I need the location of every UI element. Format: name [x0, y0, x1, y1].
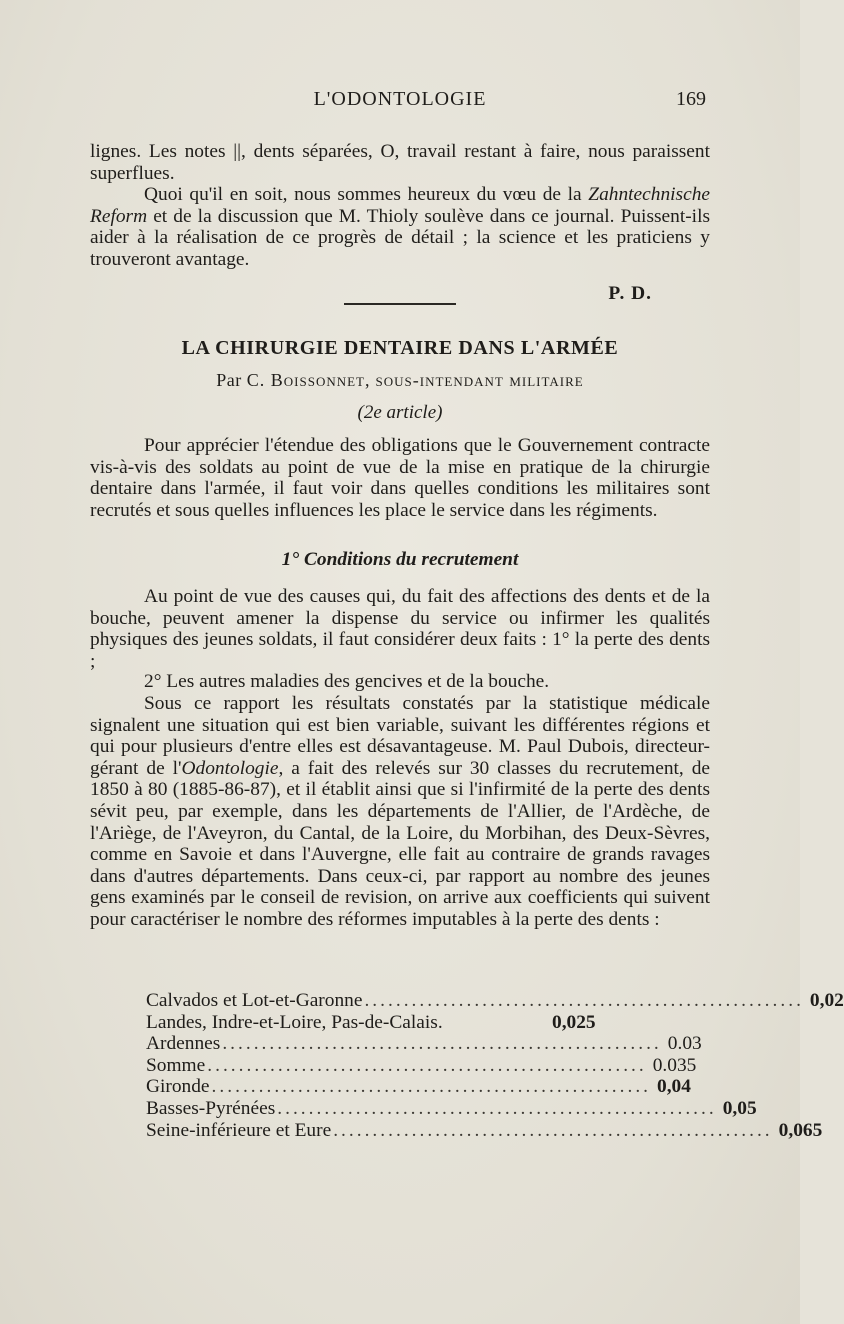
dot-leader: ........................................................	[207, 1054, 647, 1076]
byline-prefix: Par	[216, 370, 242, 390]
article-paragraph-1	[90, 435, 710, 521]
intro-text	[90, 141, 710, 271]
journal-title-odontologie: Odontologie	[181, 757, 279, 779]
author-role: sous-intendant militaire	[375, 370, 584, 390]
running-head	[90, 88, 710, 118]
journal-title-zahntechnische: Zahntechnische Reform	[90, 184, 710, 227]
dot-leader: ........................................................	[333, 1119, 773, 1141]
article-paragraph-4	[90, 693, 710, 931]
paragraph-text: 2° Les autres maladies des gencives et de la bouche.	[144, 671, 550, 692]
coefficient-value: 0.035	[652, 1054, 697, 1076]
region-label: Somme	[146, 1054, 206, 1076]
table-row	[146, 1119, 823, 1142]
region-label: Gironde	[146, 1076, 210, 1098]
paragraph-text	[90, 693, 710, 931]
article-title: LA CHIRURGIE DENTAIRE DANS L'ARMÉE	[181, 337, 619, 359]
region-label: Calvados et Lot-et-Garonne	[146, 990, 363, 1011]
page-number: 169	[676, 88, 706, 110]
coefficient-value: 0,05	[722, 1097, 757, 1119]
section-title: 1° Conditions du recrutement	[281, 549, 519, 570]
table-row	[146, 1076, 691, 1098]
paragraph-text: Au point de vue des causes qui, du fait des affections des dents et de la bouche, peuvent amener la dispense du service ou infirmer les qualités physiques des jeunes soldats, il faut considérer deux faits : 1° la perte des dents ;	[90, 586, 710, 672]
region-label: Seine-inférieure et Eure	[146, 1119, 332, 1141]
byline	[90, 370, 710, 391]
p4-part-b: , a fait des relevés sur 30 classes du recrutement, de 1850 à 80 (1885-86-87), et il établit ainsi que si l'infirmité de la perte des dents sévit peu, par exemple, dans les départements de l'Allier, de l'Ardèche, de l'Ariège, de l'Aveyron, du Cantal, de la Loire, du Morbihan, des Deux-Sèvres, comme en Savoie et dans l'Auvergne, elle fait au contraire de grands ravages dans d'autres départements. Dans ceux-ci, par rapport au nombre des jeunes gens examinés par le conseil de revision, on arrive aux coefficients qui suivent pour caractériser le nombre des réformes imputables à la perte des dents :	[90, 757, 710, 930]
coefficient-value: 0,02	[809, 990, 844, 1011]
running-title: L'ODONTOLOGIE	[313, 88, 487, 110]
table-row	[146, 1054, 697, 1077]
coefficient-value: 0,04	[657, 1076, 691, 1098]
dot-leader: ........................................................	[364, 990, 804, 1011]
dot-leader: ........................................................	[222, 1033, 662, 1055]
table-row	[146, 1012, 616, 1034]
article-paragraph-3	[90, 671, 710, 693]
region-label: Landes, Indre-et-Loire, Pas-de-Calais.	[146, 1011, 443, 1033]
paragraph-text: Pour apprécier l'étendue des obligations que le Gouvernement contracte vis-à-vis des soldats au point de vue de la mise en pratique de la chirurgie dentaire dans l'armée, il faut voir dans quelles conditions les militaires sont recrutés et sous quelles influences les place le service dans les régiments.	[90, 435, 710, 521]
dot-leader: ........................................................	[277, 1097, 717, 1119]
region-label: Ardennes	[146, 1033, 221, 1055]
section-divider	[344, 303, 456, 305]
author-name: C. Boissonnet,	[246, 370, 371, 390]
article-number: (2e article)	[357, 402, 443, 423]
intro-paragraph-2	[90, 184, 710, 270]
table-row	[146, 1097, 757, 1120]
p4-part-a: Sous ce rapport les résultats constatés par la statistique médicale signalent une situation qui est bien variable, suivant les différentes régions et qui pour plusieurs d'entre elles est désavantageuse. M. Paul Dubois, directeur-gérant de l'	[90, 693, 710, 779]
coefficient-table	[146, 990, 844, 1141]
region-label: Basses-Pyrénées	[146, 1097, 276, 1119]
intro-p2-part-a: Quoi qu'il en soit, nous sommes heureux du vœu de la	[144, 184, 589, 206]
signature: P. D.	[608, 283, 652, 304]
coefficient-value: 0.03	[667, 1033, 702, 1055]
article-paragraph-2	[90, 586, 710, 672]
table-row	[146, 990, 844, 1012]
dot-leader: ........................................................	[211, 1076, 652, 1098]
coefficient-value: 0,065	[778, 1119, 823, 1141]
table-row	[146, 1033, 702, 1055]
coefficient-value: 0,025	[552, 1011, 596, 1033]
intro-paragraph-1: lignes. Les notes ||, dents séparées, O, travail restant à faire, nous paraissent superflues.	[90, 141, 710, 184]
intro-p2-part-b: et de la discussion que M. Thioly soulève dans ce journal. Puissent-ils aider à la réalisation de ce progrès de détail ; la science et les praticiens y trouveront avantage.	[90, 205, 710, 270]
